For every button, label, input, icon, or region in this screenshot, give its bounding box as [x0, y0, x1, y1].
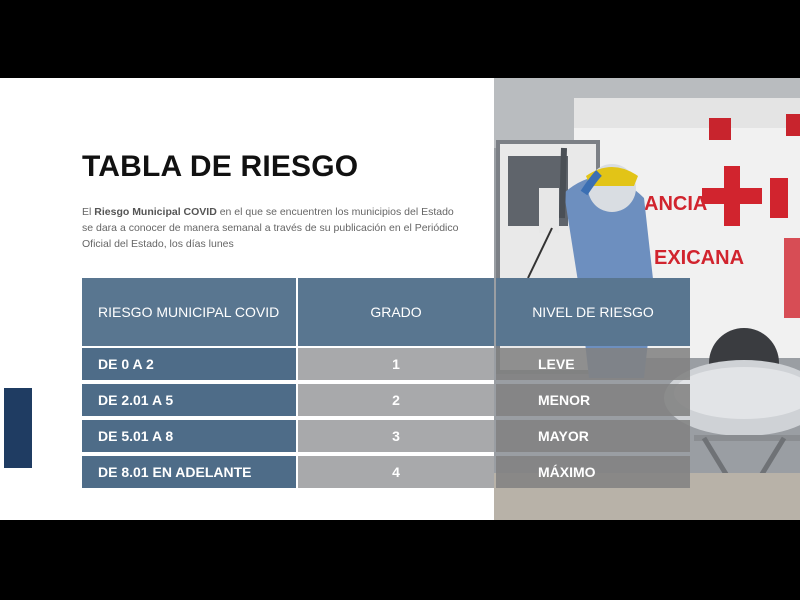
header-nivel-de-riesgo: NIVEL DE RIESGO	[496, 278, 690, 346]
header-riesgo-municipal: RIESGO MUNICIPAL COVID	[82, 278, 296, 346]
risk-range-cell: DE 0 A 2	[82, 348, 296, 380]
risk-range-cell: DE 2.01 A 5	[82, 384, 296, 416]
risk-level-cell: LEVE	[496, 348, 690, 380]
ambulance-text-1: ANCIA	[644, 193, 708, 215]
accent-bar	[4, 388, 32, 468]
risk-range-cell: DE 5.01 A 8	[82, 420, 296, 452]
grade-cell: 3	[298, 420, 494, 452]
risk-level-cell: MENOR	[496, 384, 690, 416]
description-highlight: Riesgo Municipal COVID	[94, 206, 217, 218]
ambulance-text-2: EXICANA	[654, 247, 745, 269]
description-text	[82, 204, 462, 252]
grade-cell: 4	[298, 456, 494, 488]
risk-range-cell: DE 8.01 EN ADELANTE	[82, 456, 296, 488]
header-grado: GRADO	[298, 278, 494, 346]
page-title: TABLA DE RIESGO	[82, 150, 359, 183]
risk-level-cell: MAYOR	[496, 420, 690, 452]
grade-cell: 2	[298, 384, 494, 416]
slide	[0, 78, 800, 520]
risk-level-cell: MÁXIMO	[496, 456, 690, 488]
description-prefix: El	[82, 206, 95, 218]
grade-cell: 1	[298, 348, 494, 380]
description-suffix: en el que se encuentren los municipios del Estado se dara a conocer de manera semanal a través de su publicación en el Periódico Oficial del Estado, los días lunes	[82, 206, 459, 250]
